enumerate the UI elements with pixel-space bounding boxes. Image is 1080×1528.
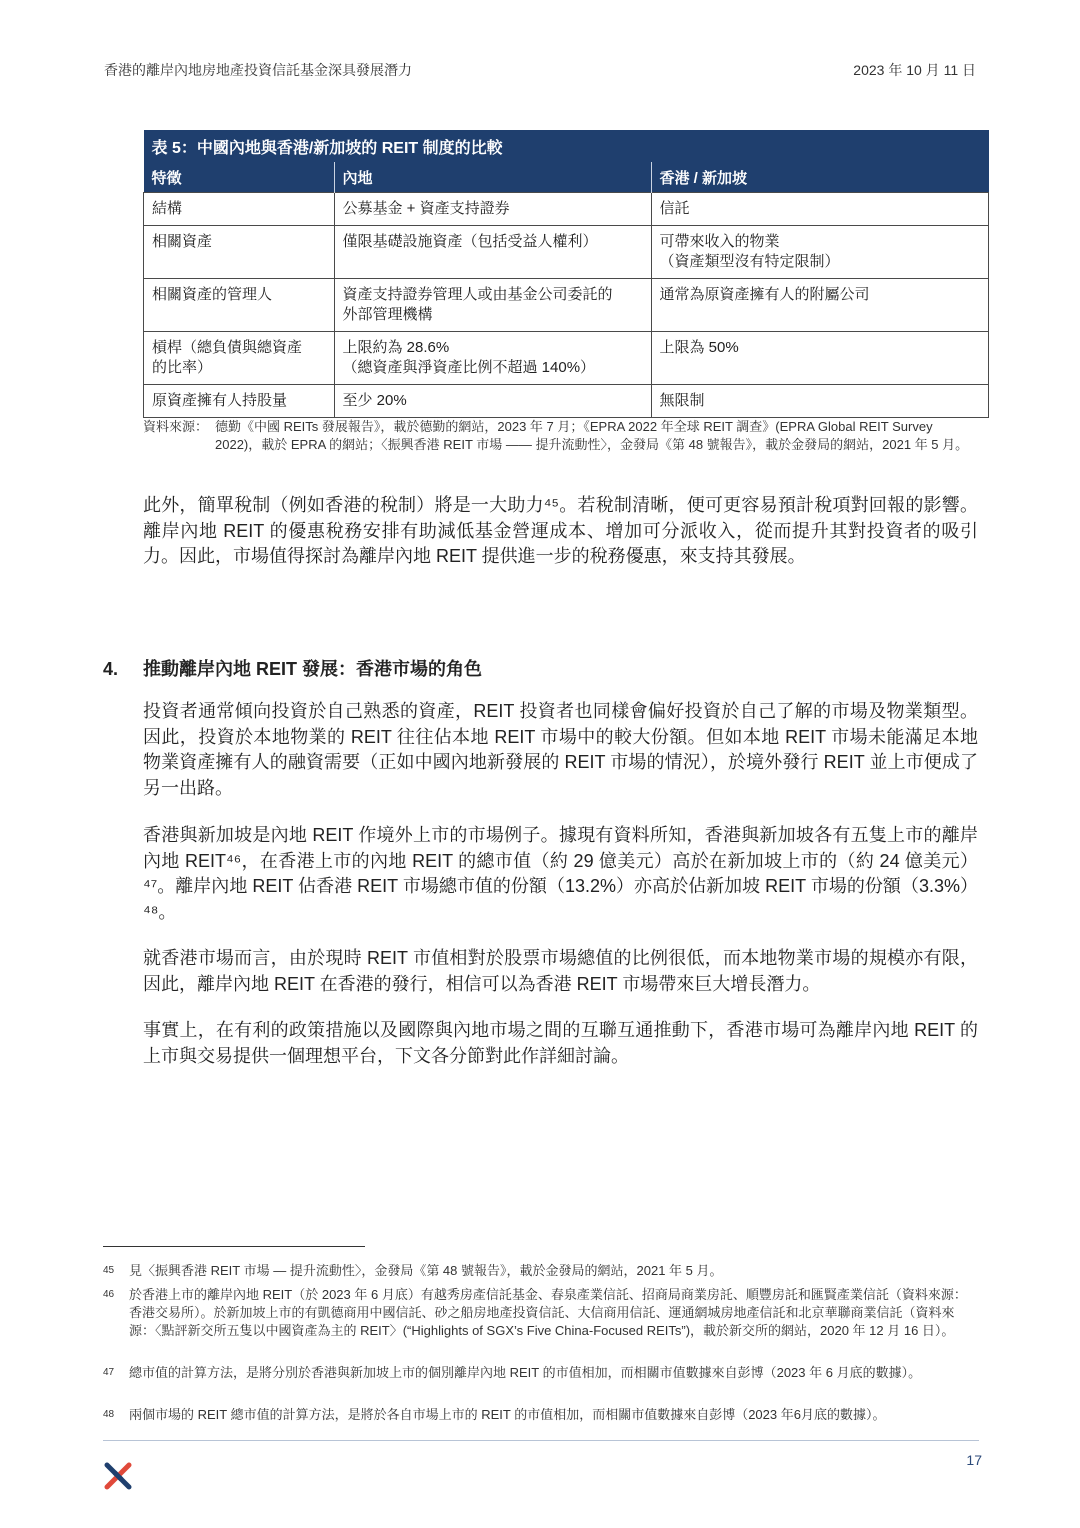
column-header-hk-sg: 香港 / 新加坡 (651, 162, 989, 193)
table-row (144, 279, 989, 332)
source-text: 德勤《中國 REITs 發展報告》，載於德勤的網站，2023 年 7 月；《EPRA 2022 年全球 REIT 調查》(EPRA Global REIT Survey 2022)，載於 EPRA 的網站；〈振興香港 REIT 市場 —— 提升流動性〉，金發局《第 48 號報告》，載於金發局的網站，2021 年 5 月。 (215, 419, 969, 452)
footnote (103, 1364, 978, 1382)
table-cell: 相關資產的管理人 (144, 279, 335, 332)
running-header-date: 2023 年 10 月 11 日 (853, 62, 976, 78)
footnote-text: 見〈振興香港 REIT 市場 — 提升流動性〉，金發局《第 48 號報告》，載於金發局的網站，2021 年 5 月。 (129, 1263, 723, 1278)
footnote-text: 總市值的計算方法，是將分別於香港與新加坡上市的個別離岸內地 REIT 的市值相加，而相關市值數據來自彭博（2023 年 6 月底的數據）。 (129, 1365, 922, 1380)
section-title: 推動離岸內地 REIT 發展：香港市場的角色 (143, 659, 483, 679)
table-cell: 結構 (144, 193, 335, 226)
table-row (144, 385, 989, 418)
section-number: 4. (103, 659, 119, 679)
table-row (144, 332, 989, 385)
source-label: 資料來源： (143, 419, 209, 434)
table-cell: 槓桿（總負債與總資產 的比率） (144, 332, 335, 385)
table-cell: 無限制 (651, 385, 989, 418)
section-heading (103, 655, 482, 681)
table-source-note (143, 418, 978, 454)
table-cell: 可帶來收入的物業 （資產類型沒有特定限制） (651, 226, 989, 279)
running-header-title: 香港的離岸內地房地產投資信託基金深具發展潛力 (104, 62, 412, 78)
table-caption: 表 5：中國內地與香港/新加坡的 REIT 制度的比較 (144, 130, 989, 162)
footnote-text: 兩個市場的 REIT 總市值的計算方法，是將於各自市場上市的 REIT 的市值相加，而相關市值數據來自彭博（2023 年6月底的數據）。 (129, 1407, 886, 1422)
comparison-table (143, 130, 989, 418)
footnote (103, 1262, 978, 1280)
paragraph-conclusion: 事實上，在有利的政策措施以及國際與內地市場之間的互聯互通推動下，香港市場可為離岸內地 REIT 的上市與交易提供一個理想平台，下文各分節對此作詳細討論。 (143, 1020, 978, 1066)
table-cell: 上限為 50% (651, 332, 989, 385)
table-cell: 原資產擁有人持股量 (144, 385, 335, 418)
table-cell: 上限約為 28.6% （總資產與淨資產比例不超過 140%） (334, 332, 651, 385)
column-header-feature: 特徵 (144, 162, 335, 193)
paragraph-hk-sg: 香港與新加坡是內地 REIT 作境外上市的市場例子。據現有資料所知，香港與新加坡各有五隻上市的離岸內地 REIT⁴⁶，在香港上市的內地 REIT 的總市值（約 29 億美元）高於在新加坡上市的（約 24 億美元）⁴⁷。離岸內地 REIT 佔香港 REIT 市場總市值的份額（13.2%）亦高於佔新加坡 REIT 市場的份額（3.3%）⁴⁸。 (143, 825, 978, 922)
table-cell: 至少 20% (334, 385, 651, 418)
table-cell: 僅限基礎設施資產（包括受益人權利） (334, 226, 651, 279)
footnote (103, 1406, 978, 1424)
table-cell: 信託 (651, 193, 989, 226)
footer-divider (103, 1440, 979, 1441)
table-cell: 公募基金 + 資產支持證券 (334, 193, 651, 226)
footnote-number: 48 (103, 1409, 115, 1420)
table-cell: 資產支持證券管理人或由基金公司委託的 外部管理機構 (334, 279, 651, 332)
footnote-text: 於香港上市的離岸內地 REIT（於 2023 年 6 月底）有越秀房產信託基金、春泉產業信託、招商局商業房託、順豐房託和匯賢產業信託（資料來源：香港交易所）。於新加坡上市的有凱德商用中國信託、砂之船房地產投資信託、大信商用信託、運通網城房地產信託和北京華聯商業信託（資料來源：〈點評新交所五隻以中國資產為主的 REIT〉(“Highlights of SGX’s Five China-Focused REITs”)，載於新交所的網站，2020 年 12 月 16 日）。 (129, 1287, 967, 1338)
paragraph-hk-market: 就香港市場而言，由於現時 REIT 市值相對於股票市場總值的比例很低，而本地物業市場的規模亦有限，因此，離岸內地 REIT 在香港的發行，相信可以為香港 REIT 市場帶來巨大增長潛力。 (143, 948, 978, 994)
paragraph-investors: 投資者通常傾向投資於自己熟悉的資產，REIT 投資者也同樣會偏好投資於自己了解的市場及物業類型。因此，投資於本地物業的 REIT 往往佔本地 REIT 市場中的較大份額。但如本地 REIT 市場未能滿足本地物業資產擁有人的融資需要（正如中國內地新發展的 REIT 市場的情況），於境外發行 REIT 並上市便成了另一出路。 (143, 701, 978, 798)
column-header-mainland: 內地 (334, 162, 651, 193)
paragraph-tax: 此外，簡單稅制（例如香港的稅制）將是一大助力⁴⁵。若稅制清晰，便可更容易預計稅項對回報的影響。離岸內地 REIT 的優惠稅務安排有助減低基金營運成本、增加可分派收入，從而提升其對投資者的吸引力。因此，市場值得探討為離岸內地 REIT 提供進一步的稅務優惠，來支持其發展。 (143, 495, 978, 566)
footnote-number: 47 (103, 1367, 115, 1378)
table-cell: 通常為原資產擁有人的附屬公司 (651, 279, 989, 332)
page-number: 17 (966, 1452, 982, 1468)
footnote-divider (103, 1246, 365, 1247)
table-row (144, 193, 989, 226)
table-row (144, 226, 989, 279)
table-cell: 相關資產 (144, 226, 335, 279)
hkex-x-logo-icon (104, 1462, 132, 1490)
footnote-number: 45 (103, 1265, 115, 1276)
footnote (103, 1286, 978, 1340)
footnote-number: 46 (103, 1289, 115, 1300)
